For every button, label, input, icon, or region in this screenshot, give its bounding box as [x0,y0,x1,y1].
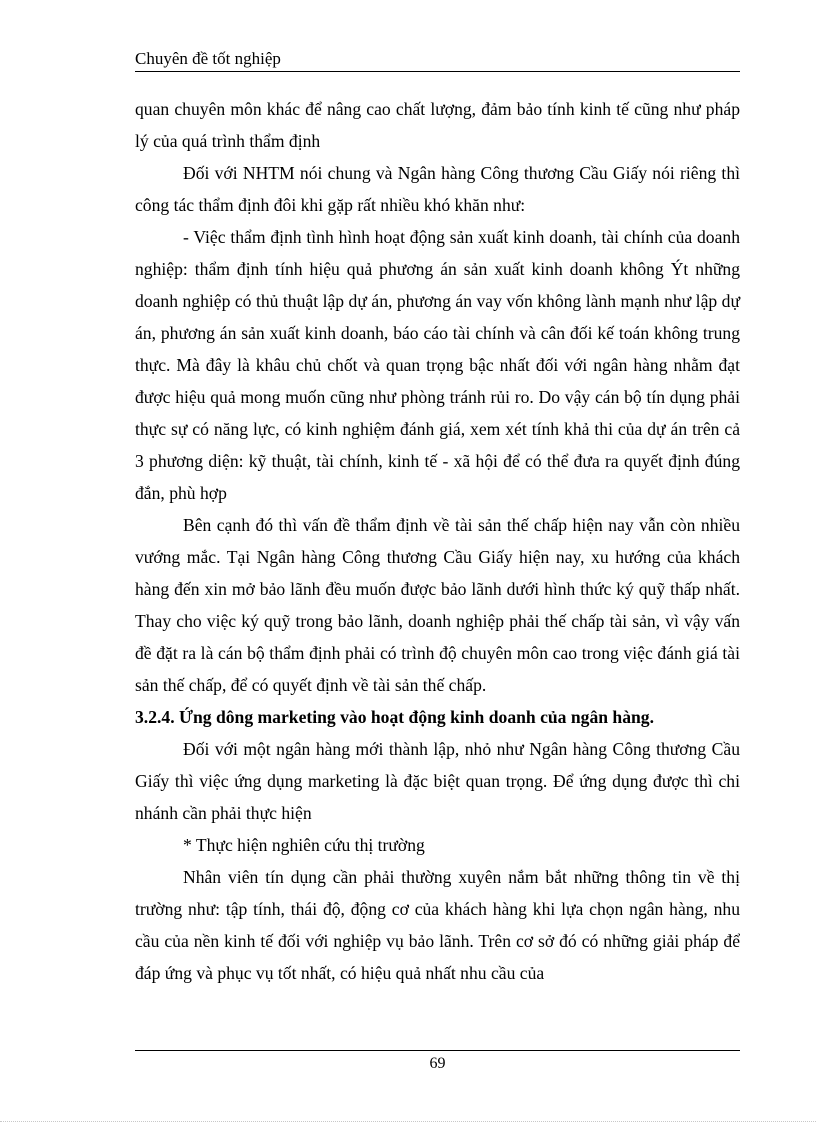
paragraph-continuation: quan chuyên môn khác để nâng cao chất lượng, đảm bảo tính kinh tế cũng như pháp lý của quá trình thẩm định [135,99,740,151]
page-number: 69 [429,1055,446,1072]
footer-divider [135,1050,740,1051]
section-heading: 3.2.4. Ứng dông marketing vào hoạt động kinh doanh của ngân hàng. [135,707,654,727]
header-divider [135,71,740,72]
page-header-title: Chuyên đề tốt nghiệp [135,49,281,68]
paragraph-marketing-intro: Đối với một ngân hàng mới thành lập, nhỏ như Ngân hàng Công thương Cầu Giấy thì việc ứng dụng marketing là đặc biệt quan trọng. Để ứng dụng được thì chi nhánh cần phải thực hiện [135,739,740,823]
page-bottom-border [0,1121,816,1122]
paragraph-staff-information: Nhân viên tín dụng cần phải thường xuyên nắm bắt những thông tin về thị trường như: tập tính, thái độ, động cơ của khách hàng khi lựa chọn ngân hàng, nhu cầu của nền kinh tế đối với nghiệp vụ bảo lãnh. Trên cơ sở đó có những giải pháp để đáp ứng và phục vụ tốt nhất, có hiệu quả nhất nhu cầu của [135,867,740,983]
paragraph-appraisal-business: - Việc thẩm định tình hình hoạt động sản xuất kinh doanh, tài chính của doanh nghiệp: thẩm định tính hiệu quả phương án sản xuất kinh doanh không Ýt những doanh nghiệp có thủ thuật lập dự án, phương án vay vốn không lành mạnh như lập dự án, phương án sản xuất kinh doanh, báo cáo tài chính và cân đối kế toán không trung thực. Mà đây là khâu chủ chốt và quan trọng bậc nhất đối với ngân hàng nhằm đạt được hiệu quả mong muốn cũng như phòng tránh rủi ro. Do vậy cán bộ tín dụng phải thực sự có năng lực, có kinh nghiệm đánh giá, xem xét tính khả thi của dự án trên cả 3 phương diện: kỹ thuật, tài chính, kinh tế - xã hội để có thể đưa ra quyết định đúng đắn, phù hợp [135,227,740,503]
paragraph-difficulties-intro: Đối với NHTM nói chung và Ngân hàng Công thương Cầu Giấy nói riêng thì công tác thẩm định đôi khi gặp rất nhiều khó khăn như: [135,163,740,215]
document-body [135,93,740,989]
paragraph-collateral: Bên cạnh đó thì vấn đề thẩm định về tài sản thế chấp hiện nay vẫn còn nhiều vướng mắc. Tại Ngân hàng Công thương Cầu Giấy hiện nay, xu hướng của khách hàng đến xin mở bảo lãnh đều muốn được bảo lãnh dưới hình thức ký quỹ thấp nhất. Thay cho việc ký quỹ trong bảo lãnh, doanh nghiệp phải thế chấp tài sản, vì vậy vấn đề đặt ra là cán bộ thẩm định phải có trình độ chuyên môn cao trong việc đánh giá tài sản thế chấp, để có quyết định về tài sản thế chấp. [135,515,740,695]
paragraph-market-research: * Thực hiện nghiên cứu thị trường [183,835,425,855]
